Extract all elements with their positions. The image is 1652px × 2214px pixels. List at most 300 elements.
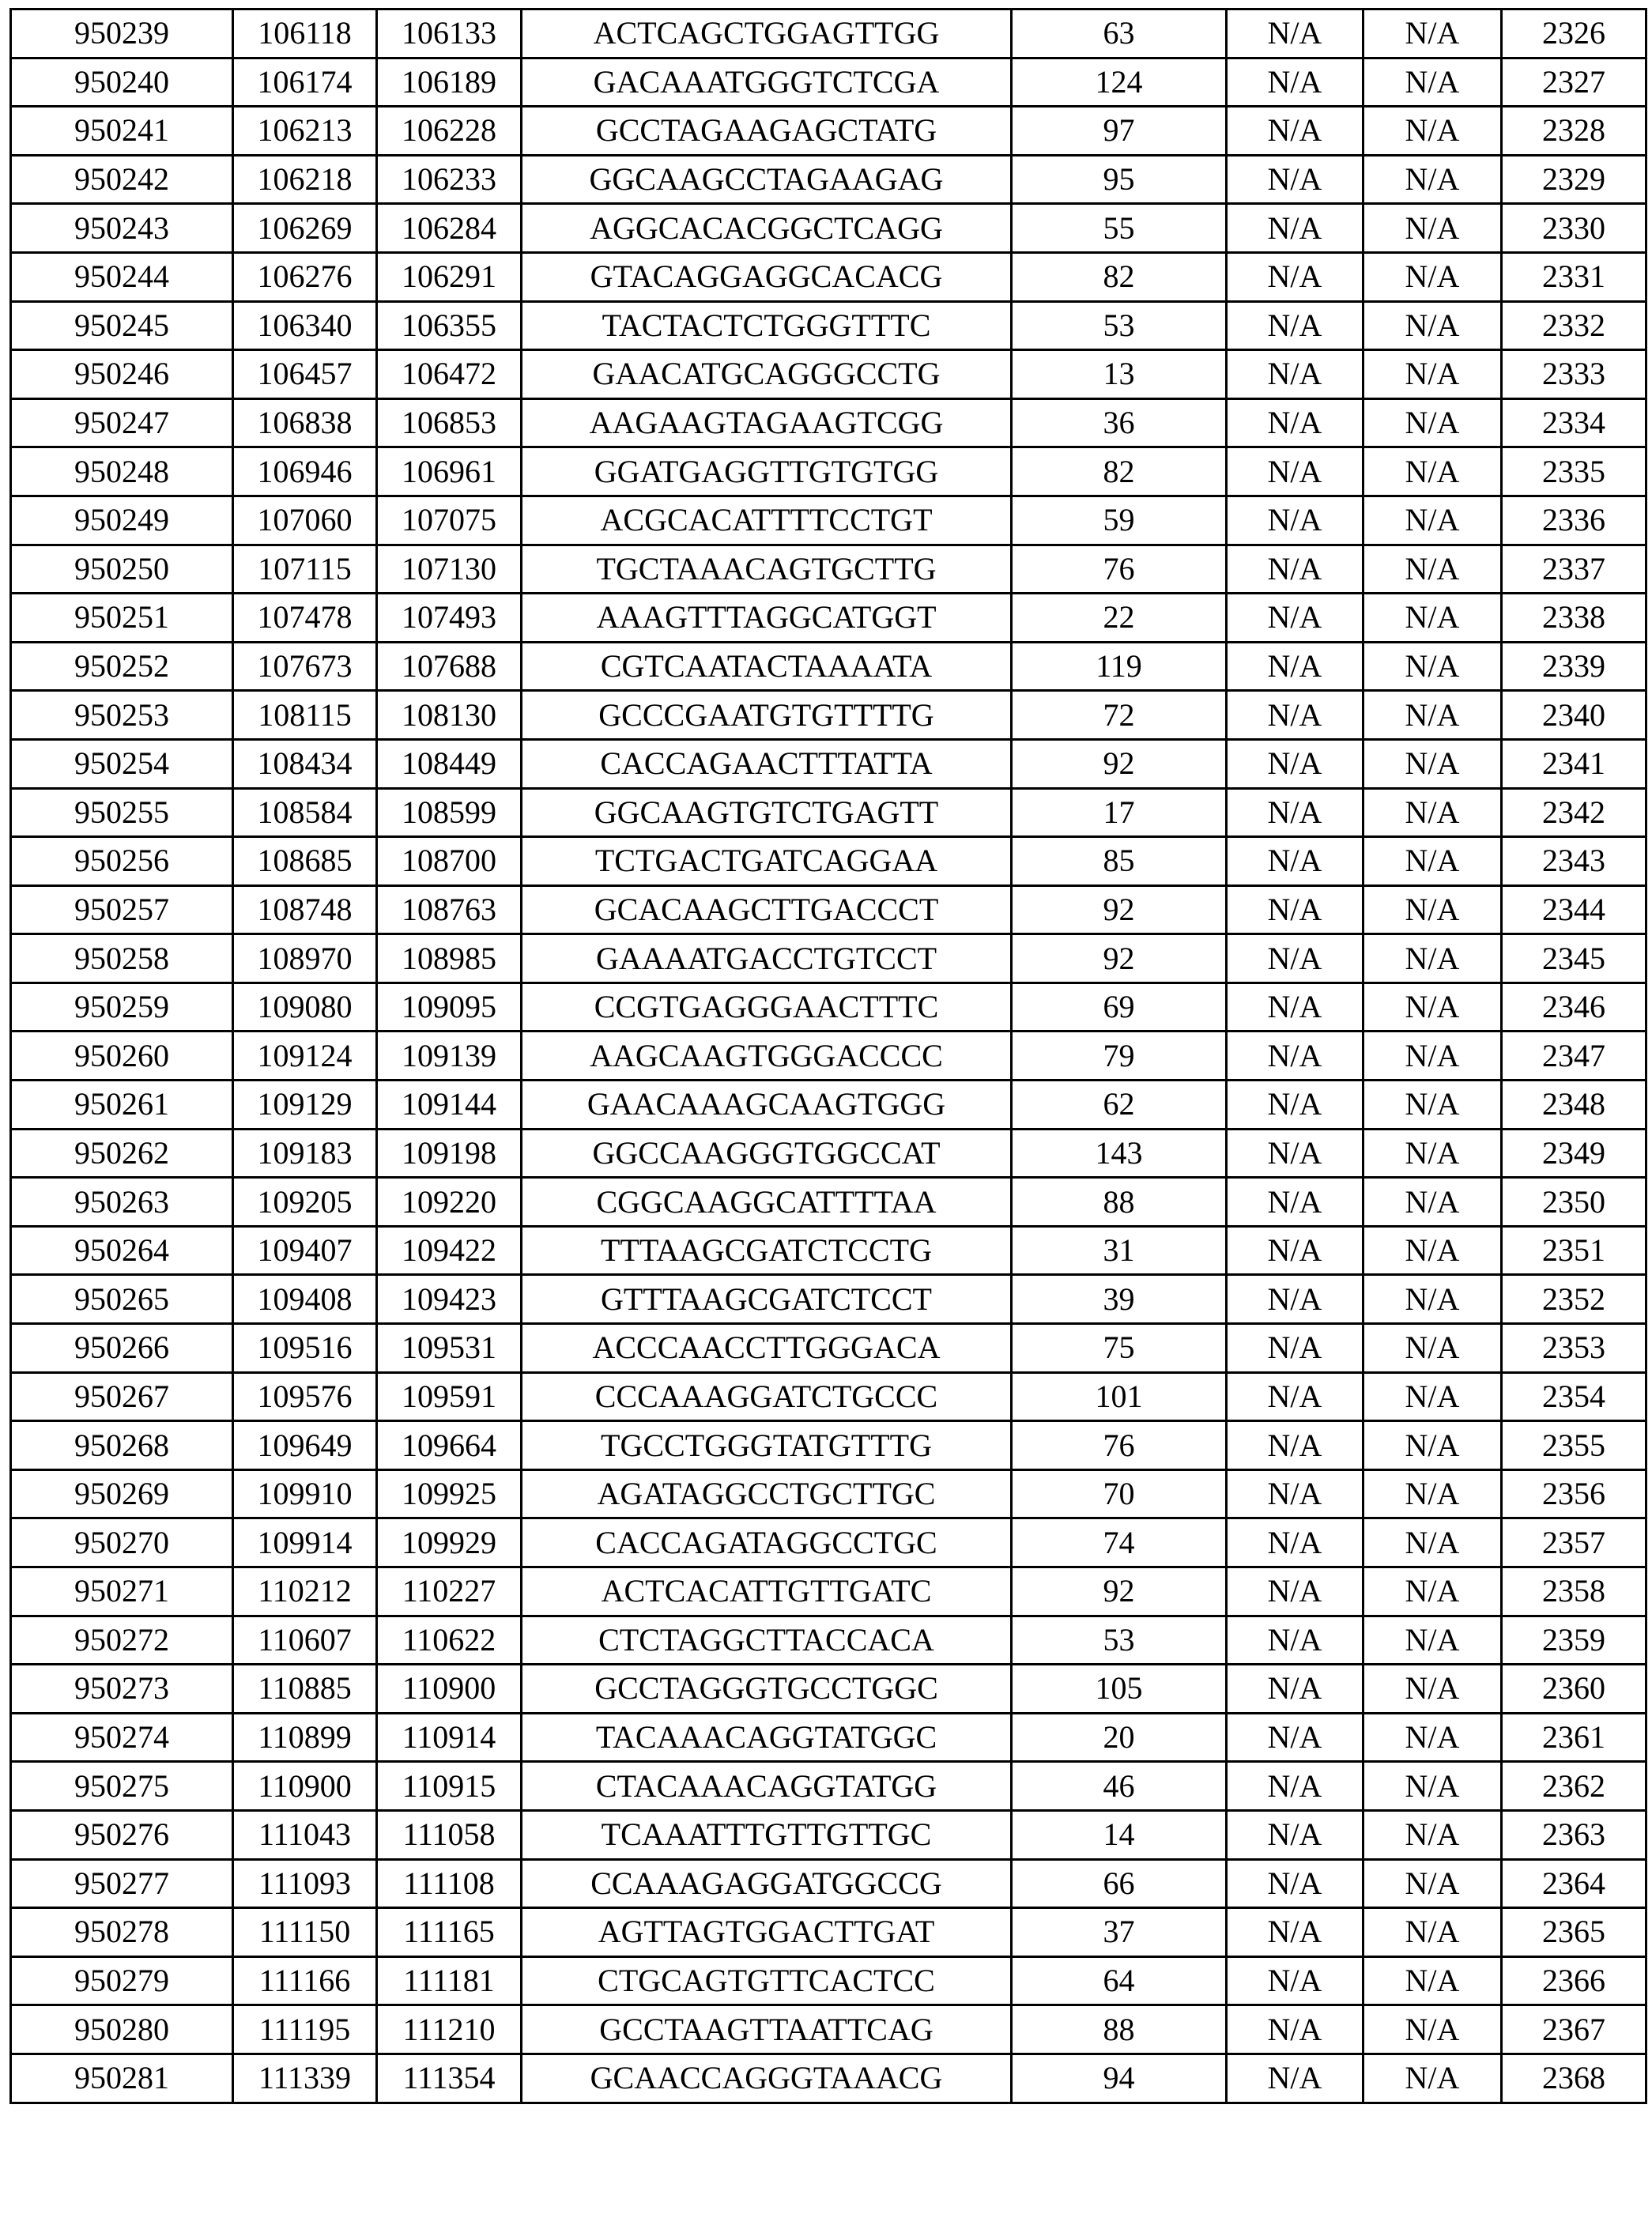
seq-id-cell: 2368 (1502, 2054, 1646, 2103)
start-site-cell: 106218 (233, 155, 377, 204)
compound-id-cell: 950277 (11, 1859, 233, 1908)
value-cell: 74 (1012, 1518, 1227, 1567)
seq-id-cell: 2333 (1502, 350, 1646, 399)
stop-site-cell: 106472 (377, 350, 522, 399)
na-cell-2: N/A (1363, 1616, 1502, 1665)
compound-id-cell: 950267 (11, 1372, 233, 1421)
seq-id-cell: 2361 (1502, 1713, 1646, 1762)
table-row (11, 107, 1646, 156)
table-row (11, 9, 1646, 58)
start-site-cell: 106174 (233, 58, 377, 107)
na-cell-1: N/A (1227, 1810, 1363, 1859)
sequence-cell: GAACAAAGCAAGTGGG (522, 1081, 1012, 1130)
value-cell: 82 (1012, 447, 1227, 496)
stop-site-cell: 111181 (377, 1956, 522, 2005)
table-row (11, 2005, 1646, 2054)
na-cell-2: N/A (1363, 1032, 1502, 1081)
na-cell-2: N/A (1363, 2005, 1502, 2054)
na-cell-1: N/A (1227, 934, 1363, 983)
value-cell: 76 (1012, 545, 1227, 594)
start-site-cell: 111043 (233, 1810, 377, 1859)
start-site-cell: 106340 (233, 301, 377, 350)
sequence-cell: GGCAAGCCTAGAAGAG (522, 155, 1012, 204)
value-cell: 14 (1012, 1810, 1227, 1859)
table-row (11, 1665, 1646, 1714)
value-cell: 143 (1012, 1129, 1227, 1178)
start-site-cell: 106269 (233, 204, 377, 253)
table-row (11, 1956, 1646, 2005)
value-cell: 69 (1012, 983, 1227, 1032)
na-cell-2: N/A (1363, 1178, 1502, 1227)
seq-id-cell: 2350 (1502, 1178, 1646, 1227)
value-cell: 119 (1012, 642, 1227, 691)
start-site-cell: 109910 (233, 1469, 377, 1518)
start-site-cell: 110212 (233, 1567, 377, 1616)
sequence-cell: GTACAGGAGGCACACG (522, 252, 1012, 301)
sequence-cell: GAACATGCAGGGCCTG (522, 350, 1012, 399)
na-cell-2: N/A (1363, 1810, 1502, 1859)
na-cell-2: N/A (1363, 9, 1502, 58)
compound-id-cell: 950258 (11, 934, 233, 983)
na-cell-1: N/A (1227, 496, 1363, 545)
table-row (11, 2054, 1646, 2103)
table-row (11, 447, 1646, 496)
sequence-cell: GTTTAAGCGATCTCCT (522, 1275, 1012, 1324)
compound-id-cell: 950263 (11, 1178, 233, 1227)
value-cell: 101 (1012, 1372, 1227, 1421)
start-site-cell: 111166 (233, 1956, 377, 2005)
na-cell-1: N/A (1227, 837, 1363, 886)
table-row (11, 885, 1646, 934)
stop-site-cell: 111354 (377, 2054, 522, 2103)
na-cell-2: N/A (1363, 983, 1502, 1032)
sequence-cell: AAAGTTTAGGCATGGT (522, 594, 1012, 643)
start-site-cell: 106946 (233, 447, 377, 496)
seq-id-cell: 2336 (1502, 496, 1646, 545)
value-cell: 13 (1012, 350, 1227, 399)
compound-id-cell: 950247 (11, 398, 233, 447)
compound-id-cell: 950251 (11, 594, 233, 643)
seq-id-cell: 2339 (1502, 642, 1646, 691)
stop-site-cell: 106355 (377, 301, 522, 350)
seq-id-cell: 2347 (1502, 1032, 1646, 1081)
compound-id-cell: 950259 (11, 983, 233, 1032)
stop-site-cell: 106291 (377, 252, 522, 301)
table-row (11, 58, 1646, 107)
sequence-cell: TACAAACAGGTATGGC (522, 1713, 1012, 1762)
na-cell-2: N/A (1363, 447, 1502, 496)
stop-site-cell: 109591 (377, 1372, 522, 1421)
value-cell: 92 (1012, 739, 1227, 788)
seq-id-cell: 2343 (1502, 837, 1646, 886)
value-cell: 39 (1012, 1275, 1227, 1324)
sequence-cell: TTTAAGCGATCTCCTG (522, 1226, 1012, 1275)
seq-id-cell: 2353 (1502, 1324, 1646, 1373)
sequence-cell: AGGCACACGGCTCAGG (522, 204, 1012, 253)
na-cell-1: N/A (1227, 447, 1363, 496)
na-cell-2: N/A (1363, 350, 1502, 399)
na-cell-1: N/A (1227, 1324, 1363, 1373)
na-cell-1: N/A (1227, 1081, 1363, 1130)
seq-id-cell: 2354 (1502, 1372, 1646, 1421)
sequence-cell: CTGCAGTGTTCACTCC (522, 1956, 1012, 2005)
seq-id-cell: 2348 (1502, 1081, 1646, 1130)
na-cell-2: N/A (1363, 204, 1502, 253)
start-site-cell: 108115 (233, 691, 377, 740)
seq-id-cell: 2331 (1502, 252, 1646, 301)
table-row (11, 1616, 1646, 1665)
na-cell-1: N/A (1227, 1032, 1363, 1081)
table-row (11, 1908, 1646, 1957)
compound-id-cell: 950242 (11, 155, 233, 204)
start-site-cell: 110885 (233, 1665, 377, 1714)
start-site-cell: 109516 (233, 1324, 377, 1373)
table-row (11, 1567, 1646, 1616)
compound-id-cell: 950240 (11, 58, 233, 107)
start-site-cell: 106457 (233, 350, 377, 399)
stop-site-cell: 111165 (377, 1908, 522, 1957)
start-site-cell: 109205 (233, 1178, 377, 1227)
na-cell-1: N/A (1227, 691, 1363, 740)
na-cell-2: N/A (1363, 398, 1502, 447)
start-site-cell: 109407 (233, 1226, 377, 1275)
compound-id-cell: 950280 (11, 2005, 233, 2054)
sequence-cell: AGATAGGCCTGCTTGC (522, 1469, 1012, 1518)
compound-id-cell: 950245 (11, 301, 233, 350)
na-cell-2: N/A (1363, 594, 1502, 643)
table-row (11, 788, 1646, 837)
start-site-cell: 111339 (233, 2054, 377, 2103)
sequence-cell: CCCAAAGGATCTGCCC (522, 1372, 1012, 1421)
stop-site-cell: 110915 (377, 1762, 522, 1811)
stop-site-cell: 109198 (377, 1129, 522, 1178)
stop-site-cell: 106961 (377, 447, 522, 496)
sequence-cell: GCCTAGGGTGCCTGGC (522, 1665, 1012, 1714)
na-cell-1: N/A (1227, 1372, 1363, 1421)
stop-site-cell: 111108 (377, 1859, 522, 1908)
seq-id-cell: 2346 (1502, 983, 1646, 1032)
na-cell-2: N/A (1363, 1956, 1502, 2005)
na-cell-2: N/A (1363, 58, 1502, 107)
value-cell: 76 (1012, 1421, 1227, 1470)
na-cell-2: N/A (1363, 155, 1502, 204)
sequence-cell: AAGAAGTAGAAGTCGG (522, 398, 1012, 447)
stop-site-cell: 109929 (377, 1518, 522, 1567)
na-cell-2: N/A (1363, 739, 1502, 788)
stop-site-cell: 108449 (377, 739, 522, 788)
compound-id-cell: 950256 (11, 837, 233, 886)
start-site-cell: 110900 (233, 1762, 377, 1811)
stop-site-cell: 106228 (377, 107, 522, 156)
na-cell-1: N/A (1227, 398, 1363, 447)
value-cell: 46 (1012, 1762, 1227, 1811)
start-site-cell: 110607 (233, 1616, 377, 1665)
seq-id-cell: 2360 (1502, 1665, 1646, 1714)
start-site-cell: 109914 (233, 1518, 377, 1567)
na-cell-1: N/A (1227, 885, 1363, 934)
compound-id-cell: 950268 (11, 1421, 233, 1470)
start-site-cell: 109649 (233, 1421, 377, 1470)
table-row (11, 642, 1646, 691)
compound-id-cell: 950250 (11, 545, 233, 594)
na-cell-1: N/A (1227, 58, 1363, 107)
sequence-cell: GCACAAGCTTGACCCT (522, 885, 1012, 934)
na-cell-1: N/A (1227, 1469, 1363, 1518)
seq-id-cell: 2326 (1502, 9, 1646, 58)
value-cell: 17 (1012, 788, 1227, 837)
table-row (11, 398, 1646, 447)
na-cell-2: N/A (1363, 1518, 1502, 1567)
compound-id-cell: 950270 (11, 1518, 233, 1567)
stop-site-cell: 107493 (377, 594, 522, 643)
value-cell: 92 (1012, 885, 1227, 934)
stop-site-cell: 106853 (377, 398, 522, 447)
compound-id-cell: 950266 (11, 1324, 233, 1373)
sequence-cell: AAGCAAGTGGGACCCC (522, 1032, 1012, 1081)
compound-id-cell: 950278 (11, 1908, 233, 1957)
compound-id-cell: 950246 (11, 350, 233, 399)
start-site-cell: 106213 (233, 107, 377, 156)
start-site-cell: 109124 (233, 1032, 377, 1081)
na-cell-1: N/A (1227, 545, 1363, 594)
start-site-cell: 111093 (233, 1859, 377, 1908)
value-cell: 63 (1012, 9, 1227, 58)
start-site-cell: 107060 (233, 496, 377, 545)
stop-site-cell: 107130 (377, 545, 522, 594)
sequence-cell: GCCCGAATGTGTTTTG (522, 691, 1012, 740)
seq-id-cell: 2345 (1502, 934, 1646, 983)
start-site-cell: 109576 (233, 1372, 377, 1421)
na-cell-2: N/A (1363, 837, 1502, 886)
stop-site-cell: 108763 (377, 885, 522, 934)
sequence-cell: CCGTGAGGGAACTTTC (522, 983, 1012, 1032)
stop-site-cell: 107688 (377, 642, 522, 691)
start-site-cell: 109408 (233, 1275, 377, 1324)
table-row (11, 594, 1646, 643)
compound-id-cell: 950255 (11, 788, 233, 837)
na-cell-2: N/A (1363, 1081, 1502, 1130)
stop-site-cell: 106133 (377, 9, 522, 58)
table-row (11, 496, 1646, 545)
na-cell-1: N/A (1227, 1908, 1363, 1957)
sequence-cell: GCCTAAGTTAATTCAG (522, 2005, 1012, 2054)
stop-site-cell: 109423 (377, 1275, 522, 1324)
table-row (11, 155, 1646, 204)
na-cell-1: N/A (1227, 1178, 1363, 1227)
seq-id-cell: 2363 (1502, 1810, 1646, 1859)
value-cell: 64 (1012, 1956, 1227, 2005)
seq-id-cell: 2367 (1502, 2005, 1646, 2054)
na-cell-1: N/A (1227, 1275, 1363, 1324)
stop-site-cell: 108599 (377, 788, 522, 837)
compound-id-cell: 950276 (11, 1810, 233, 1859)
na-cell-1: N/A (1227, 301, 1363, 350)
sequence-cell: ACGCACATTTTCCTGT (522, 496, 1012, 545)
na-cell-2: N/A (1363, 1469, 1502, 1518)
na-cell-2: N/A (1363, 691, 1502, 740)
table-row (11, 837, 1646, 886)
na-cell-1: N/A (1227, 788, 1363, 837)
start-site-cell: 108434 (233, 739, 377, 788)
na-cell-1: N/A (1227, 350, 1363, 399)
sequence-cell: GGATGAGGTTGTGTGG (522, 447, 1012, 496)
compound-id-cell: 950262 (11, 1129, 233, 1178)
na-cell-1: N/A (1227, 2054, 1363, 2103)
table-row (11, 983, 1646, 1032)
stop-site-cell: 109531 (377, 1324, 522, 1373)
sequence-cell: AGTTAGTGGACTTGAT (522, 1908, 1012, 1957)
stop-site-cell: 110227 (377, 1567, 522, 1616)
start-site-cell: 111150 (233, 1908, 377, 1957)
stop-site-cell: 108130 (377, 691, 522, 740)
table-body (11, 9, 1646, 2103)
seq-id-cell: 2366 (1502, 1956, 1646, 2005)
na-cell-1: N/A (1227, 1567, 1363, 1616)
value-cell: 72 (1012, 691, 1227, 740)
sequence-cell: ACTCAGCTGGAGTTGG (522, 9, 1012, 58)
table-row (11, 252, 1646, 301)
value-cell: 59 (1012, 496, 1227, 545)
na-cell-2: N/A (1363, 1665, 1502, 1714)
compound-id-cell: 950279 (11, 1956, 233, 2005)
seq-id-cell: 2362 (1502, 1762, 1646, 1811)
na-cell-1: N/A (1227, 1129, 1363, 1178)
seq-id-cell: 2330 (1502, 204, 1646, 253)
table-row (11, 1713, 1646, 1762)
na-cell-2: N/A (1363, 252, 1502, 301)
start-site-cell: 108970 (233, 934, 377, 983)
sequence-data-table (9, 8, 1647, 2104)
seq-id-cell: 2340 (1502, 691, 1646, 740)
value-cell: 66 (1012, 1859, 1227, 1908)
value-cell: 94 (1012, 2054, 1227, 2103)
seq-id-cell: 2357 (1502, 1518, 1646, 1567)
stop-site-cell: 108700 (377, 837, 522, 886)
table-row (11, 1129, 1646, 1178)
value-cell: 53 (1012, 301, 1227, 350)
stop-site-cell: 111058 (377, 1810, 522, 1859)
table-row (11, 1762, 1646, 1811)
sequence-cell: TGCTAAACAGTGCTTG (522, 545, 1012, 594)
value-cell: 88 (1012, 1178, 1227, 1227)
seq-id-cell: 2338 (1502, 594, 1646, 643)
value-cell: 85 (1012, 837, 1227, 886)
start-site-cell: 108685 (233, 837, 377, 886)
value-cell: 124 (1012, 58, 1227, 107)
start-site-cell: 108584 (233, 788, 377, 837)
sequence-cell: ACTCACATTGTTGATC (522, 1567, 1012, 1616)
stop-site-cell: 109144 (377, 1081, 522, 1130)
start-site-cell: 109080 (233, 983, 377, 1032)
na-cell-1: N/A (1227, 1859, 1363, 1908)
na-cell-2: N/A (1363, 1421, 1502, 1470)
table-row (11, 1324, 1646, 1373)
na-cell-2: N/A (1363, 1324, 1502, 1373)
table-row (11, 1178, 1646, 1227)
stop-site-cell: 106284 (377, 204, 522, 253)
na-cell-1: N/A (1227, 1616, 1363, 1665)
value-cell: 105 (1012, 1665, 1227, 1714)
sequence-cell: GAAAATGACCTGTCCT (522, 934, 1012, 983)
na-cell-1: N/A (1227, 739, 1363, 788)
na-cell-2: N/A (1363, 885, 1502, 934)
compound-id-cell: 950252 (11, 642, 233, 691)
value-cell: 82 (1012, 252, 1227, 301)
na-cell-2: N/A (1363, 107, 1502, 156)
na-cell-2: N/A (1363, 934, 1502, 983)
stop-site-cell: 110622 (377, 1616, 522, 1665)
value-cell: 53 (1012, 1616, 1227, 1665)
seq-id-cell: 2327 (1502, 58, 1646, 107)
stop-site-cell: 109095 (377, 983, 522, 1032)
table-row (11, 1081, 1646, 1130)
seq-id-cell: 2364 (1502, 1859, 1646, 1908)
table-row (11, 934, 1646, 983)
value-cell: 31 (1012, 1226, 1227, 1275)
value-cell: 62 (1012, 1081, 1227, 1130)
compound-id-cell: 950248 (11, 447, 233, 496)
na-cell-2: N/A (1363, 1567, 1502, 1616)
sequence-cell: CACCAGAACTTTATTA (522, 739, 1012, 788)
seq-id-cell: 2332 (1502, 301, 1646, 350)
sequence-cell: GGCAAGTGTCTGAGTT (522, 788, 1012, 837)
compound-id-cell: 950239 (11, 9, 233, 58)
na-cell-2: N/A (1363, 301, 1502, 350)
sequence-cell: CACCAGATAGGCCTGC (522, 1518, 1012, 1567)
table-row (11, 1226, 1646, 1275)
stop-site-cell: 106189 (377, 58, 522, 107)
seq-id-cell: 2344 (1502, 885, 1646, 934)
na-cell-2: N/A (1363, 1713, 1502, 1762)
table-row (11, 1275, 1646, 1324)
seq-id-cell: 2351 (1502, 1226, 1646, 1275)
value-cell: 92 (1012, 1567, 1227, 1616)
sequence-cell: CGGCAAGGCATTTTAA (522, 1178, 1012, 1227)
stop-site-cell: 107075 (377, 496, 522, 545)
compound-id-cell: 950261 (11, 1081, 233, 1130)
table-row (11, 350, 1646, 399)
stop-site-cell: 110900 (377, 1665, 522, 1714)
compound-id-cell: 950257 (11, 885, 233, 934)
sequence-cell: GCAACCAGGGTAAACG (522, 2054, 1012, 2103)
value-cell: 95 (1012, 155, 1227, 204)
seq-id-cell: 2358 (1502, 1567, 1646, 1616)
start-site-cell: 109129 (233, 1081, 377, 1130)
na-cell-1: N/A (1227, 1518, 1363, 1567)
sequence-cell: CTACAAACAGGTATGG (522, 1762, 1012, 1811)
compound-id-cell: 950275 (11, 1762, 233, 1811)
na-cell-1: N/A (1227, 1665, 1363, 1714)
seq-id-cell: 2342 (1502, 788, 1646, 837)
sequence-cell: TGCCTGGGTATGTTTG (522, 1421, 1012, 1470)
value-cell: 70 (1012, 1469, 1227, 1518)
value-cell: 37 (1012, 1908, 1227, 1957)
na-cell-1: N/A (1227, 9, 1363, 58)
table-row (11, 545, 1646, 594)
compound-id-cell: 950272 (11, 1616, 233, 1665)
table-row (11, 1518, 1646, 1567)
seq-id-cell: 2349 (1502, 1129, 1646, 1178)
sequence-cell: CCAAAGAGGATGGCCG (522, 1859, 1012, 1908)
compound-id-cell: 950241 (11, 107, 233, 156)
na-cell-1: N/A (1227, 1421, 1363, 1470)
sequence-cell: GGCCAAGGGTGGCCAT (522, 1129, 1012, 1178)
compound-id-cell: 950253 (11, 691, 233, 740)
na-cell-1: N/A (1227, 107, 1363, 156)
na-cell-1: N/A (1227, 155, 1363, 204)
stop-site-cell: 109220 (377, 1178, 522, 1227)
na-cell-1: N/A (1227, 252, 1363, 301)
